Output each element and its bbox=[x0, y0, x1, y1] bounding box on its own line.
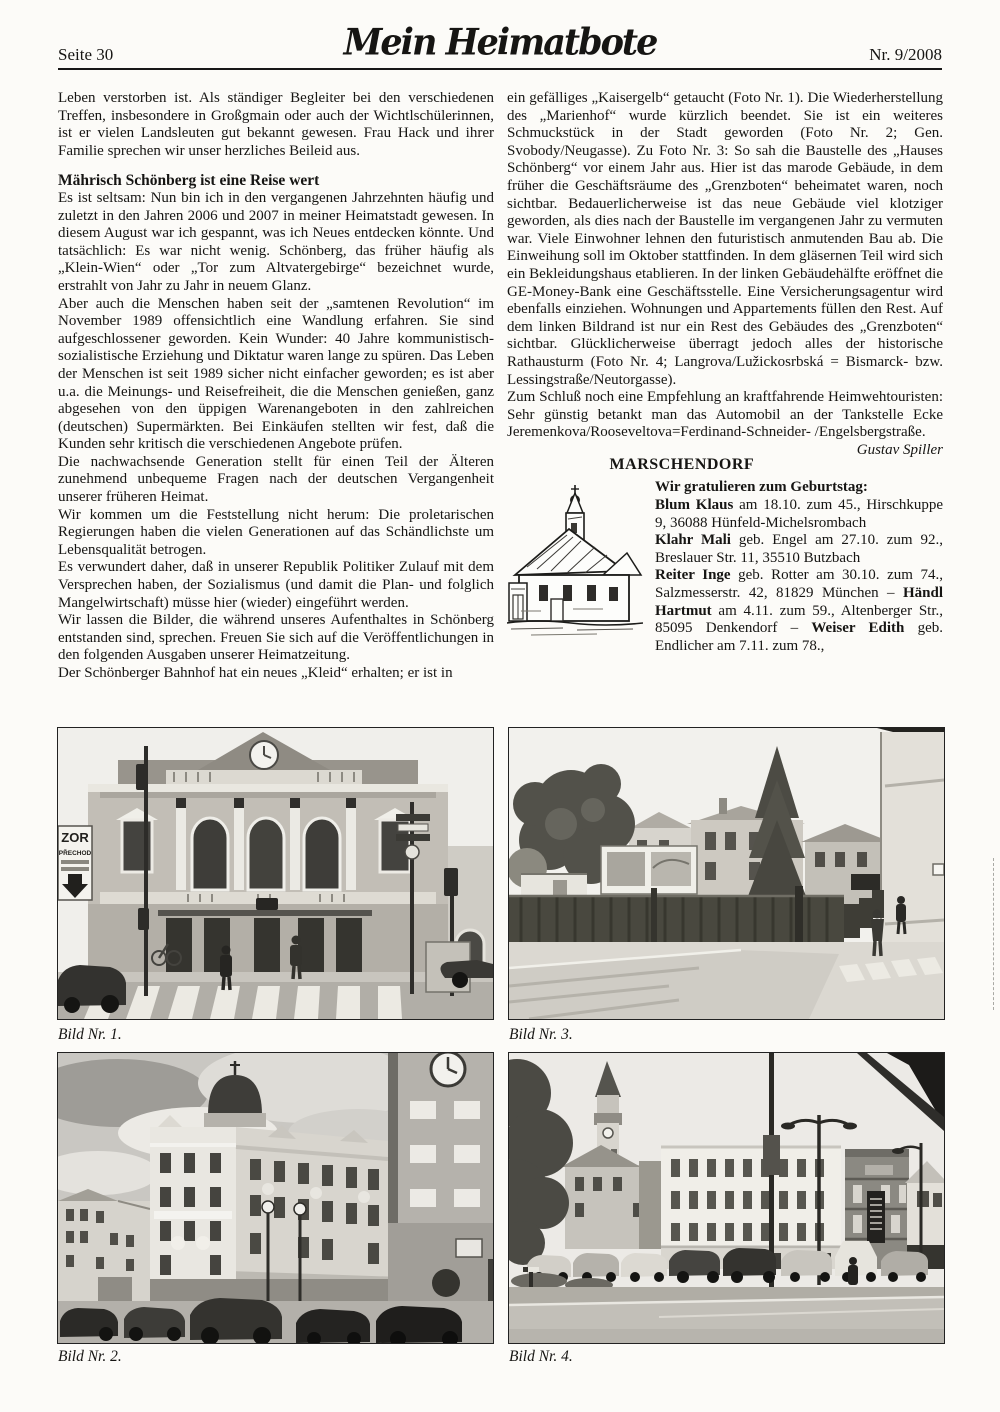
author-signature: Gustav Spiller bbox=[856, 441, 943, 458]
paragraph: Die nachwachsende Generation stellt für einen Teil der Älteren zunehmend unbequeme Fragen nach der deutschen Vergangenheit unserer früheren Heimat. bbox=[58, 453, 494, 506]
platz-photo-art bbox=[509, 1053, 944, 1343]
entry-text: geb. Rotter am 30.10. zum 74., Salzmesserstr. 42, 81829 München – bbox=[655, 567, 943, 602]
person-name: Weiser Edith bbox=[811, 620, 905, 637]
paragraph: Wir kommen um die Feststellung nicht herum: Die proletarischen Regierungen haben die vielen Generationen auf das Schändlichste um Lebensqualität betrogen. bbox=[58, 506, 494, 558]
photo-bild-4-rathausturm bbox=[508, 1052, 945, 1344]
birthday-section bbox=[507, 479, 943, 655]
photo-bild-2-marienhof bbox=[57, 1052, 494, 1344]
sign-text-zor: ZOR bbox=[61, 830, 89, 845]
paragraph: Aber auch die Menschen haben seit der „samtenen Revolution“ im November 1989 offensichtlich eine Wandlung erfahren. Sie sind aufgeschlossener geworden. Kein Wunder: 40 Jahre kommunistisch-sozialistische Erziehung und Diktatur waren lange zu spüren. Das Leben der Menschen ist seit 1989 sicher nicht einfacher geworden; es ist aber u.a. die Meinungs- und Reisefreiheit, die die Menschen genießen, ganz abgesehen von den üppigen Warenangeboten in den zahlreichen (deutschen) Supermärkten. Bei Einkäufen stellten wir fest, daß die Kunden sehr kritisch die verschiedenen Angebote prüfen. bbox=[58, 295, 494, 453]
paragraph: Leben verstorben ist. Als ständiger Begleiter bei den verschiedenen Treffen, insbesondere in Großgmain oder auch der Wichtlschülerinnen, ist er vielen Landsleuten gut bekannt gewesen. Frau Hack und ihrer Familie sprechen wir unser herzliches Beileid aus. bbox=[58, 90, 494, 159]
caption-bild-3: Bild Nr. 3. bbox=[509, 1026, 573, 1043]
article-heading: Mährisch Schönberg ist eine Reise wert bbox=[58, 172, 320, 190]
paragraph-with-signature bbox=[507, 389, 943, 458]
page-number: Seite 30 bbox=[58, 45, 114, 64]
newspaper-masthead: Mein Heimatbote bbox=[343, 21, 657, 64]
caption-bild-1: Bild Nr. 1. bbox=[58, 1026, 122, 1043]
issue-number: Nr. 9/2008 bbox=[869, 45, 942, 64]
paragraph: Wir lassen die Bilder, die während unseres Aufenthaltes in Schönberg entstanden sind, sprechen. Freuen Sie sich auf die Veröffentlichungen in den folgenden Ausgaben unserer Heimatzeitung. bbox=[58, 612, 494, 664]
entry-text: am 4.11. zum 59., Altenberger Str., 85095 Denkendorf – bbox=[655, 602, 943, 637]
marienhof-photo-art bbox=[58, 1053, 493, 1343]
section-heading-marschendorf: MARSCHENDORF bbox=[609, 455, 755, 473]
photo-bild-3-baustelle bbox=[508, 727, 945, 1020]
paragraph: ein gefälliges „Kaisergelb“ getaucht (Foto Nr. 1). Die Wiederherstellung des „Marienhof“ wurde kürzlich beendet. Sie ist ein weiteres Schmuckstück in der Stadt geworden (Foto Nr. 2; Gen. Svobody/Neugasse). Zu Foto Nr. 3: So sah die Baustelle des „Hauses Schönberg“ vor einem Jahr aus. Hier ist das marode Gebäude, in dem früher die Geschäftsräume des „Grenzboten“ beheimatet waren, noch sichtbar. Bedauerlicherweise ist das neue Gebäude viel klotziger geworden, als dies nach der Baustelle im vergangenen Jahr zu vermuten war. Viele Einwohner lehnen den futuristisch anmutenden Bau ab. Die Einweihung soll im Oktober stattfinden. In dem gläsernen Teil wird sich ein Bekleidungshaus etablieren. In der linken Gebäudehälfte eröffnet die GE-Money-Bank eine Geschäftsstelle. Eine Versicherungsagentur wird ebenfalls einziehen. Wohnungen und Appartements füllen den Rest. Auf dem linken Bildrand ist nur ein Rest des Gebäudes des „Grenzboten“ sichtbar. Glücklicherweise überragt jedoch alles der historische Rathausturm (Foto Nr. 4; Langrova/Lužickosrbská = Bismarck- bzw. Lessingstraße/Neutorgasse). bbox=[507, 90, 943, 388]
person-name: Reiter Inge bbox=[655, 567, 731, 584]
birthday-greeting: Wir gratulieren zum Geburtstag: bbox=[655, 479, 868, 496]
entry-text: geb. Engel am 27.10. zum 92., Breslauer Str. 11, 35510 Butzbach bbox=[655, 532, 944, 566]
caption-bild-2: Bild Nr. 2. bbox=[58, 1348, 122, 1365]
photo-bild-1-bahnhof bbox=[57, 727, 494, 1020]
person-name: Klahr Mali bbox=[655, 532, 731, 549]
baustelle-photo-art bbox=[509, 728, 944, 1019]
paragraph: Es verwundert daher, daß in unserer Republik Politiker Zulauf mit dem Versprechen haben, der Sozialismus (und damit die Plan- und folglich Mangelwirtschaft) müsse hier (wieder) eingeführt werden. bbox=[58, 559, 494, 611]
person-name: Händl Hartmut bbox=[655, 585, 943, 619]
paragraph: Der Schönberger Bahnhof hat ein neues „Kleid“ erhalten; er ist in bbox=[58, 665, 453, 681]
left-column bbox=[58, 90, 494, 683]
caption-bild-4: Bild Nr. 4. bbox=[509, 1348, 573, 1365]
person-name: Blum Klaus bbox=[655, 497, 734, 514]
right-column bbox=[507, 90, 943, 655]
bahnhof-photo-art bbox=[58, 728, 493, 1019]
entry-text: geb. Endlicher am 7.11. zum 78., bbox=[655, 620, 944, 654]
entry-text: am 18.10. zum 45., Hirschkuppe 9, 36088 Hünfeld-Michelsrombach bbox=[655, 497, 943, 531]
scan-fold-mark bbox=[993, 858, 994, 1010]
paragraph-text: Zum Schluß noch eine Empfehlung an kraftfahrende Heimwehtouristen: Sehr günstig betankt man das Automobil an der Tankstelle Ecke Jeremenkova/Rooseveltova=Ferdinand-Schneider- /Engelsbergstraße. bbox=[507, 389, 943, 441]
sign-text-prechod: PŘECHOD bbox=[58, 850, 92, 857]
church-illustration bbox=[507, 483, 643, 641]
paragraph: Es ist seltsam: Nun bin ich in den vergangenen Jahrzehnten häufig und zuletzt in den Jahren 2006 und 2007 in meiner Heimatstadt gewesen. In diesem August war ich gespannt, was ich Neues entdecken könnte. Und tatsächlich: Es war nicht wenig. Schönberg, das früher häufig als „Klein-Wien“ oder „Tor zum Altvatergebirge“ bezeichnet wurde, erstrahlt von Jahr zu Jahr in neuem Glanz. bbox=[58, 189, 494, 294]
page-header bbox=[58, 0, 942, 70]
